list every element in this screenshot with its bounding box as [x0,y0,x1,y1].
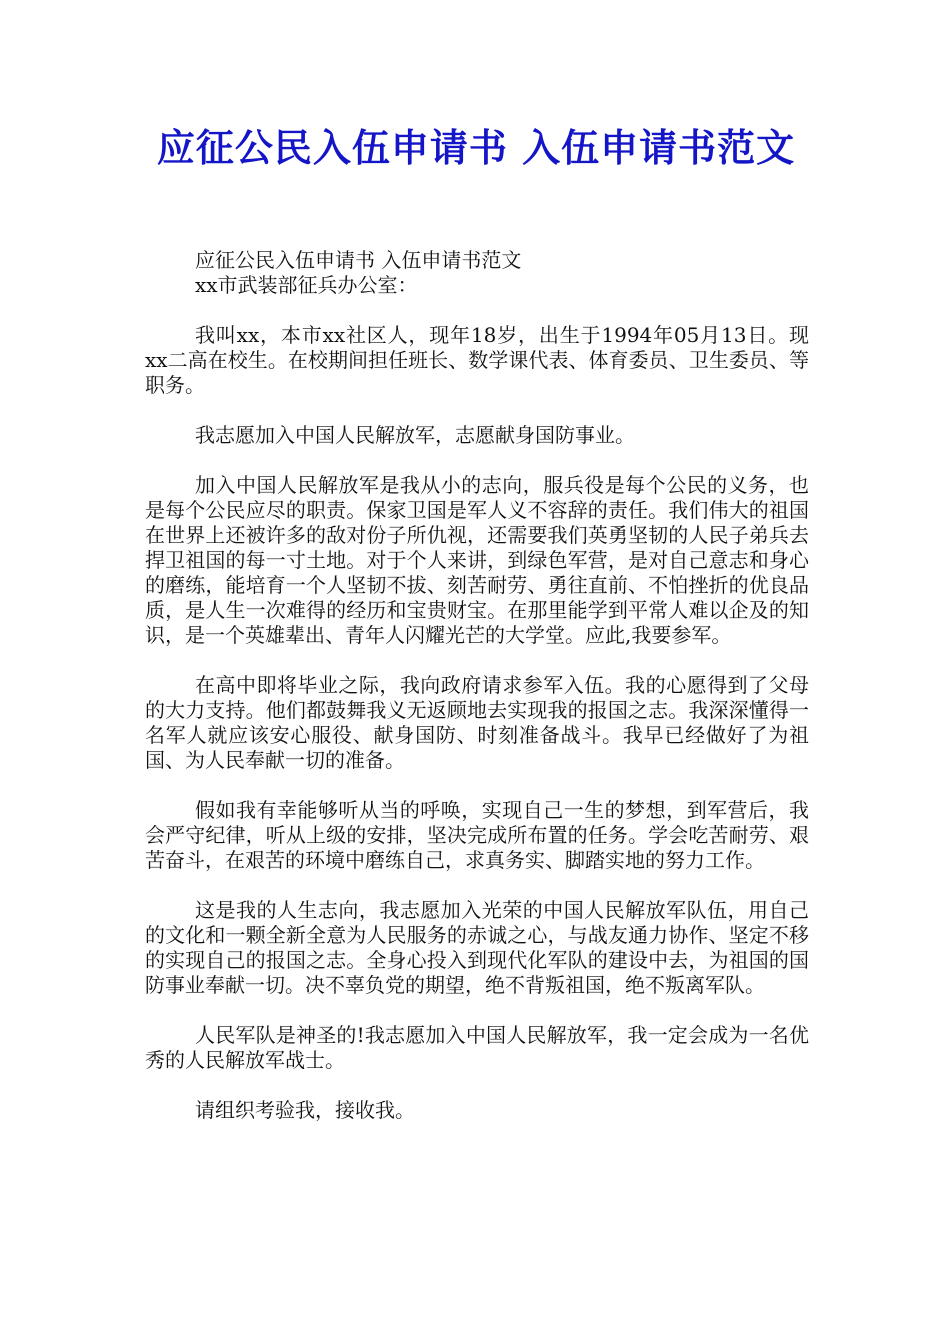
paragraph-commitment: 假如我有幸能够听从当的呼唤，实现自己一生的梦想，到军营后，我会严守纪律，听从上级的安排，坚决完成所布置的任务。学会吃苦耐劳、艰苦奋斗，在艰苦的环境中磨练自己，求真务实、脚踏实地的努力工作。 [145,798,809,872]
paragraph-family-support: 在高中即将毕业之际，我向政府请求参军入伍。我的心愿得到了父母的大力支持。他们都鼓舞我义无返顾地去实现我的报国之志。我深深懂得一名军人就应该安心服役、献身国防、时刻准备战斗。我早已经做好了为祖国、为人民奉献一切的准备。 [145,673,809,772]
document-title: 应征公民入伍申请书 入伍申请书范文 [156,126,796,170]
paragraph-closing: 请组织考验我，接收我。 [195,1098,415,1122]
document-subtitle: 应征公民入伍申请书 入伍申请书范文 [195,248,522,272]
paragraph-wish: 我志愿加入中国人民解放军，志愿献身国防事业。 [195,423,635,447]
paragraph-declaration: 人民军队是神圣的!我志愿加入中国人民解放军，我一定会成为一名优秀的人民解放军战士。 [145,1023,809,1072]
document-body [145,248,809,1148]
paragraph-aspiration: 这是我的人生志向，我志愿加入光荣的中国人民解放军队伍，用自己的文化和一颗全新全意为人民服务的赤诚之心，与战友通力协作、坚定不移的实现自己的报国之志。全身心投入到现代化军队的建设中去，为祖国的国防事业奉献一切。决不辜负党的期望，绝不背叛祖国，绝不叛离军队。 [145,898,809,997]
paragraph-motivation: 加入中国人民解放军是我从小的志向，服兵役是每个公民的义务，也是每个公民应尽的职责。保家卫国是军人义不容辞的责任。我们伟大的祖国在世界上还被许多的敌对份子所仇视，还需要我们英勇坚韧的人民子弟兵去捍卫祖国的每一寸土地。对于个人来讲，到绿色军营，是对自己意志和身心的磨练，能培育一个人坚韧不拔、刻苦耐劳、勇往直前、不怕挫折的优良品质，是人生一次难得的经历和宝贵财宝。在那里能学到平常人难以企及的知识，是一个英雄辈出、青年人闪耀光芒的大学堂。应此,我要参军。 [145,473,809,647]
addressee: xx市武装部征兵办公室： [195,273,418,297]
paragraph-intro: 我叫xx，本市xx社区人，现年18岁，出生于1994年05月13日。现xx二高在校生。在校期间担任班长、数学课代表、体育委员、卫生委员、等职务。 [145,323,809,397]
